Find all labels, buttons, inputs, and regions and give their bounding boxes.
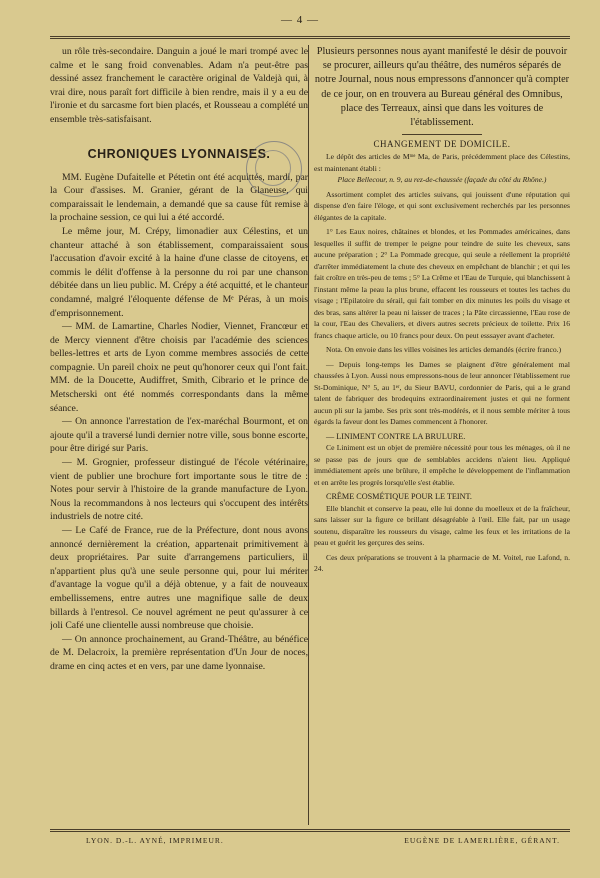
page-number: — 4 — xyxy=(281,14,319,26)
printer-credit: LYON. D.-L. AYNÉ, IMPRIMEUR. xyxy=(86,836,224,845)
chronicle-paragraph: MM. Eugène Dufaitelle et Pétetin ont été acquittés, mardi, par la Cour d'assises. M. Granier, gérant de la Glaneuse, qui comparaissait le lendemain, a demandé que sa cause fût remise à la prochaine session, ce qui lui a été accordé. xyxy=(50,171,308,224)
liniment-text: Ce Liniment est un objet de première nécessité pour tous les ménages, où il ne se passe pas de jours que de semblables accidens n'aient lieu. Appliqué immédiatement après une brûlure, il empêche le développement de l'inflammation et en arrête les progrès lorsqu'elle s'est établie. xyxy=(314,443,570,487)
assortment-text: Assortiment complet des articles suivans, qui jouissent d'une réputation qui dispense d'en faire l'éloge, et qui sont exclusivement recherchés par les personnes élégantes de la capitale. xyxy=(314,189,570,222)
change-heading: CHANGEMENT DE DOMICILE. xyxy=(373,139,511,150)
chronicle-paragraph: — Le Café de France, rue de la Préfecture, dont nous avons annoncé dernièrement la création, appartenait primitivement à deux propriétaires. Par suite d'arrangemens particuliers, il n'appartient plus qu'à une seule personne qui, pour lui mériter d'avantage la vogue qu'il a déjà obtenue, y a fait de nouveaux embellissemens, entre autres une magnifique salle de deux billards à l'entresol. Ce nouvel agrément ne peut qu'assurer à ce joli Café une clientelle aussi nombreuse que choisie. xyxy=(50,525,308,632)
creme-heading: CRÊME COSMÉTIQUE POUR LE TEINT. xyxy=(326,492,472,502)
items-text: 1° Les Eaux noires, châtaines et blondes, et les Pommades américaines, dans lesquelles il suffit de tremper le peigne pour teindre de suite les cheveux, sans aucune préparation ; 2° La Pommade grecque, qui seule a réellement la propriété d'arrêter immédiatement la chute des cheveux en empêchant de blanchir ; et qui les fait croître en très-peu de tems ; 5° La Crême et l'Eau de Turquie, qui blanchissent à l'instant même la peau la plus brune, effacent les rousseurs et toutes les taches du visage ; l'Epilatoire du sérail, qui fait tomber en dix minutes les poils du visage et des bras, sans altérer la peau ni laisser de traces ; la Pâte circassienne, l'Eau rose de la cour, l'Eau des Chevaliers, et divers autres secrets précieux de toilette. Prix 16 francs chaque article, ou 10 francs pour deux. On peut esssayer avant d'acheter. xyxy=(314,227,570,340)
review-continuation: un rôle très-secondaire. Danguin a joué le mari trompé avec le calme et le sang froid convenables. Adam n'a peut-être pas dessiné assez franchement le caractère original de Valdejà qui, à vrai dire, nous paraît fort difficile à bien rendre, mais il y a eu de l'ironie et du sarcasme fort bien placés, et Rousseau a complété un ensemble très-satisfaisant. xyxy=(50,46,308,125)
creme-text: Elle blanchit et conserve la peau, elle lui donne du moelleux et de la fraîcheur, sans laisser sur la figure ce brillant désagréable à l'œil. Elle fait, par un usage soutenu, disparaître les rousseurs du visage, calme les feux et les irritations de la peau et guérit les gerçures des seins. xyxy=(314,503,570,548)
page-frame xyxy=(50,36,570,832)
chronicle-paragraph: — M. Grognier, professeur distingué de l'école vétérinaire, vient de publier une brochure fort importante sous le titre de : Notes pour servir à l'histoire de la grande manufacture de Lyon. Nous la recommandons à nos lecteurs qui s'occupent des intérêts industriels de notre cité. xyxy=(50,457,308,523)
manager-credit: EUGÈNE DE LAMERLIÈRE, GÉRANT. xyxy=(404,836,560,845)
chronicle-paragraph: — On annonce l'arrestation de l'ex-maréchal Bourmont, et on ajoute qu'il a traversé lundi dernier notre ville, sous bonne escorte, pour être dirigé sur Paris. xyxy=(50,416,308,455)
liniment-heading: — LINIMENT CONTRE LA BRULURE. xyxy=(326,431,466,441)
pharmacy-text: Ces deux préparations se trouvent à la pharmacie de M. Voitel, rue Lafond, n. 24. xyxy=(314,552,570,574)
change-text: Le dépôt des articles de Mᵐᵉ Ma, de Paris, précédemment place des Célestins, est maintenant établi : xyxy=(314,152,570,173)
section-title: CHRONIQUES LYONNAISES. xyxy=(87,146,271,161)
nota-text: Nota. On envoie dans les villes voisines les articles demandés (écrire franco.) xyxy=(326,345,562,355)
subscription-notice: Plusieurs personnes nous ayant manifesté le désir de pouvoir se procurer, ailleurs qu'au théâtre, des numéros séparés de notre Journal, nous nous empressons d'annoncer qu'à compter de ce jour, on en trouvera au Bureau général des Omnibus, place des Terreaux, ainsi que dans les voitures de l'établissement. xyxy=(314,46,570,129)
chronicle-paragraph: — MM. de Lamartine, Charles Nodier, Viennet, Francœur et de Mercy viennent d'être choisis par l'académie des sciences belles-lettres et arts de Lyon comme membres associés de cette compagnie. Un pareil choix ne peut qu'honorer ceux qui l'ont fait. MM. de la Doucette, Audiffret, Smith, Cibrario et le prince de Metscherski ont été nommés correspondants dans la même séance. xyxy=(50,321,308,414)
library-stamp-icon xyxy=(246,141,302,197)
divider xyxy=(402,134,482,135)
bootmaker-text: — Depuis long-temps les Dames se plaignent d'être généralement mal chaussées à Lyon. Aussi nous empressons-nous de leur annoncer l'établissement rue St-Dominique, N° 5, au 1ᵉʳ, du Sieur BAVU, cordonnier de Paris, qui a le grand talent de fabriquer des brodequins extraordinairement justes et qui ne forment aucun pli sur la jambe. Ses prix sont très-modérés, et il nous semble mériter à tous égards la faveur dont les Dames commencent à l'honorer. xyxy=(314,359,570,427)
chronicle-paragraph: — On annonce prochainement, au Grand-Théâtre, au bénéfice de M. Delacroix, la première représentation d'Un Jour de noces, drame en cinq actes et en vers, par une dame lyonnaise. xyxy=(50,633,308,672)
left-column xyxy=(50,45,309,825)
chronicle-paragraph: Le même jour, M. Crépy, limonadier aux Célestins, et un chanteur attaché à son établissement, comparaissaient sous l'accusation d'avoir excité à la haine d'une classe de citoyens, et commis le délit d'offense à la personne du roi par une chanson débitée dans un lieu public. M. Crépy a été acquitté, et le chanteur condamné, malgré l'éloquente défense de Mᵉ Péras, à un mois d'emprisonnement. xyxy=(50,225,308,319)
change-address: Place Bellecour, n. 9, au rez-de-chaussée (façade du côté du Rhône.) xyxy=(337,175,547,185)
right-column xyxy=(314,45,570,825)
